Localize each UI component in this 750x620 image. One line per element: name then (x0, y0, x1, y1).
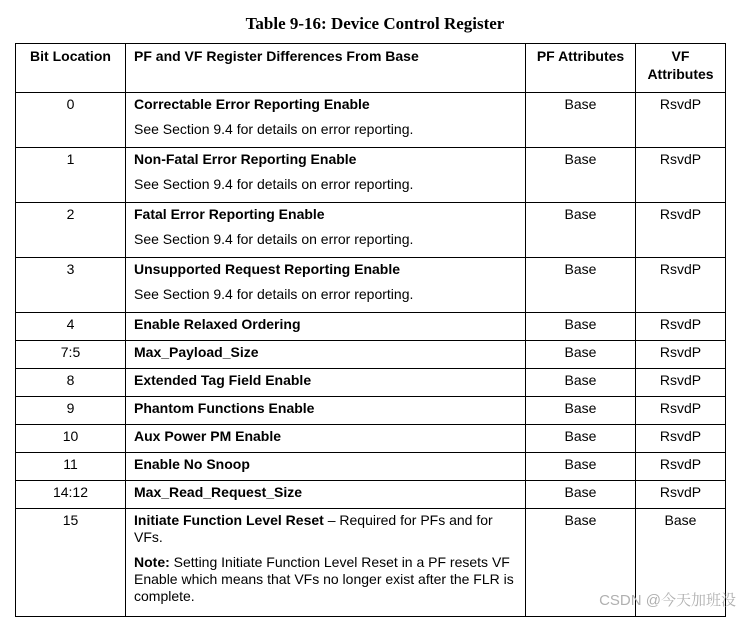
bit-location-cell: 7:5 (16, 341, 126, 369)
table-row (16, 148, 726, 203)
table-row (16, 397, 726, 425)
table-row (16, 369, 726, 397)
table-row (16, 341, 726, 369)
field-description: See Section 9.4 for details on error reporting. (134, 176, 414, 192)
table-row (16, 481, 726, 509)
watermark: CSDN @今天加班没 (599, 592, 736, 609)
pf-attribute-cell: Base (526, 369, 636, 397)
pf-attribute-cell: Base (526, 425, 636, 453)
vf-attribute-cell: RsvdP (636, 258, 726, 313)
pf-attribute-cell: Base (526, 341, 636, 369)
field-description: See Section 9.4 for details on error reporting. (134, 231, 414, 247)
pf-attribute-cell: Base (526, 453, 636, 481)
field-note (134, 554, 517, 605)
difference-cell (126, 425, 526, 453)
pf-attribute-cell: Base (526, 509, 636, 617)
table-caption: Table 9-16: Device Control Register (245, 14, 505, 33)
field-title: Non-Fatal Error Reporting Enable (134, 151, 357, 167)
vf-attribute-cell: RsvdP (636, 481, 726, 509)
bit-location-cell: 11 (16, 453, 126, 481)
field-title: Unsupported Request Reporting Enable (134, 261, 401, 277)
field-title-line (134, 344, 517, 361)
field-title-line (134, 400, 517, 417)
difference-cell (126, 509, 526, 617)
field-title-line (134, 316, 517, 333)
field-title: Correctable Error Reporting Enable (134, 96, 370, 112)
difference-cell (126, 258, 526, 313)
table-row (16, 425, 726, 453)
difference-cell (126, 397, 526, 425)
table-body (16, 93, 726, 617)
bit-location-cell: 9 (16, 397, 126, 425)
vf-attribute-cell: RsvdP (636, 148, 726, 203)
pf-attribute-cell: Base (526, 397, 636, 425)
note-text: Setting Initiate Function Level Reset in a PF resets VF Enable which means that VFs no longer exist after the FLR is complete. (134, 554, 514, 604)
vf-attribute-cell: RsvdP (636, 341, 726, 369)
field-title: Fatal Error Reporting Enable (134, 206, 325, 222)
field-title: Aux Power PM Enable (134, 428, 282, 444)
difference-cell (126, 453, 526, 481)
field-title-line (134, 96, 517, 113)
field-title-line (134, 151, 517, 168)
note-label: Note: (134, 554, 170, 570)
bit-location-cell: 14:12 (16, 481, 126, 509)
bit-location-cell: 2 (16, 203, 126, 258)
table-row (16, 93, 726, 148)
field-title: Max_Read_Request_Size (134, 484, 303, 500)
table-row (16, 203, 726, 258)
header-row (16, 44, 726, 93)
vf-attribute-cell: RsvdP (636, 369, 726, 397)
vf-attribute-cell: RsvdP (636, 313, 726, 341)
field-title: Enable Relaxed Ordering (134, 316, 301, 332)
header-pf-attributes: PF Attributes (526, 44, 636, 93)
field-description: See Section 9.4 for details on error reporting. (134, 121, 414, 137)
difference-cell (126, 341, 526, 369)
vf-attribute-cell: RsvdP (636, 93, 726, 148)
difference-cell (126, 148, 526, 203)
bit-location-cell: 4 (16, 313, 126, 341)
difference-cell (126, 203, 526, 258)
table-row (16, 258, 726, 313)
bit-location-cell: 10 (16, 425, 126, 453)
field-title: Max_Payload_Size (134, 344, 259, 360)
table-row (16, 453, 726, 481)
header-vf-attributes: VF Attributes (636, 44, 726, 93)
field-title-line (134, 428, 517, 445)
field-title: Extended Tag Field Enable (134, 372, 312, 388)
header-bit-location: Bit Location (16, 44, 126, 93)
vf-attribute-cell: RsvdP (636, 453, 726, 481)
header-differences: PF and VF Register Differences From Base (126, 44, 526, 93)
field-title-line (134, 456, 517, 473)
device-control-register-table (15, 43, 726, 617)
difference-cell (126, 93, 526, 148)
pf-attribute-cell: Base (526, 258, 636, 313)
vf-attribute-cell: RsvdP (636, 425, 726, 453)
bit-location-cell: 0 (16, 93, 126, 148)
difference-cell (126, 369, 526, 397)
vf-attribute-cell: RsvdP (636, 203, 726, 258)
pf-attribute-cell: Base (526, 481, 636, 509)
field-title-line (134, 372, 517, 389)
field-title: Initiate Function Level Reset (134, 512, 324, 528)
pf-attribute-cell: Base (526, 313, 636, 341)
table-row (16, 313, 726, 341)
vf-attribute-cell: RsvdP (636, 397, 726, 425)
pf-attribute-cell: Base (526, 203, 636, 258)
difference-cell (126, 313, 526, 341)
difference-cell (126, 481, 526, 509)
bit-location-cell: 3 (16, 258, 126, 313)
field-title-line (134, 206, 517, 223)
bit-location-cell: 8 (16, 369, 126, 397)
field-title: Phantom Functions Enable (134, 400, 315, 416)
field-title-line (134, 484, 517, 501)
field-description: See Section 9.4 for details on error reporting. (134, 286, 414, 302)
field-title-rest: – Required for PFs and for VFs. (134, 512, 493, 545)
bit-location-cell: 15 (16, 509, 126, 617)
vf-attribute-cell: Base (636, 509, 726, 617)
bit-location-cell: 1 (16, 148, 126, 203)
field-title: Enable No Snoop (134, 456, 250, 472)
pf-attribute-cell: Base (526, 148, 636, 203)
field-title-line (134, 261, 517, 278)
field-title-line (134, 512, 517, 546)
pf-attribute-cell: Base (526, 93, 636, 148)
